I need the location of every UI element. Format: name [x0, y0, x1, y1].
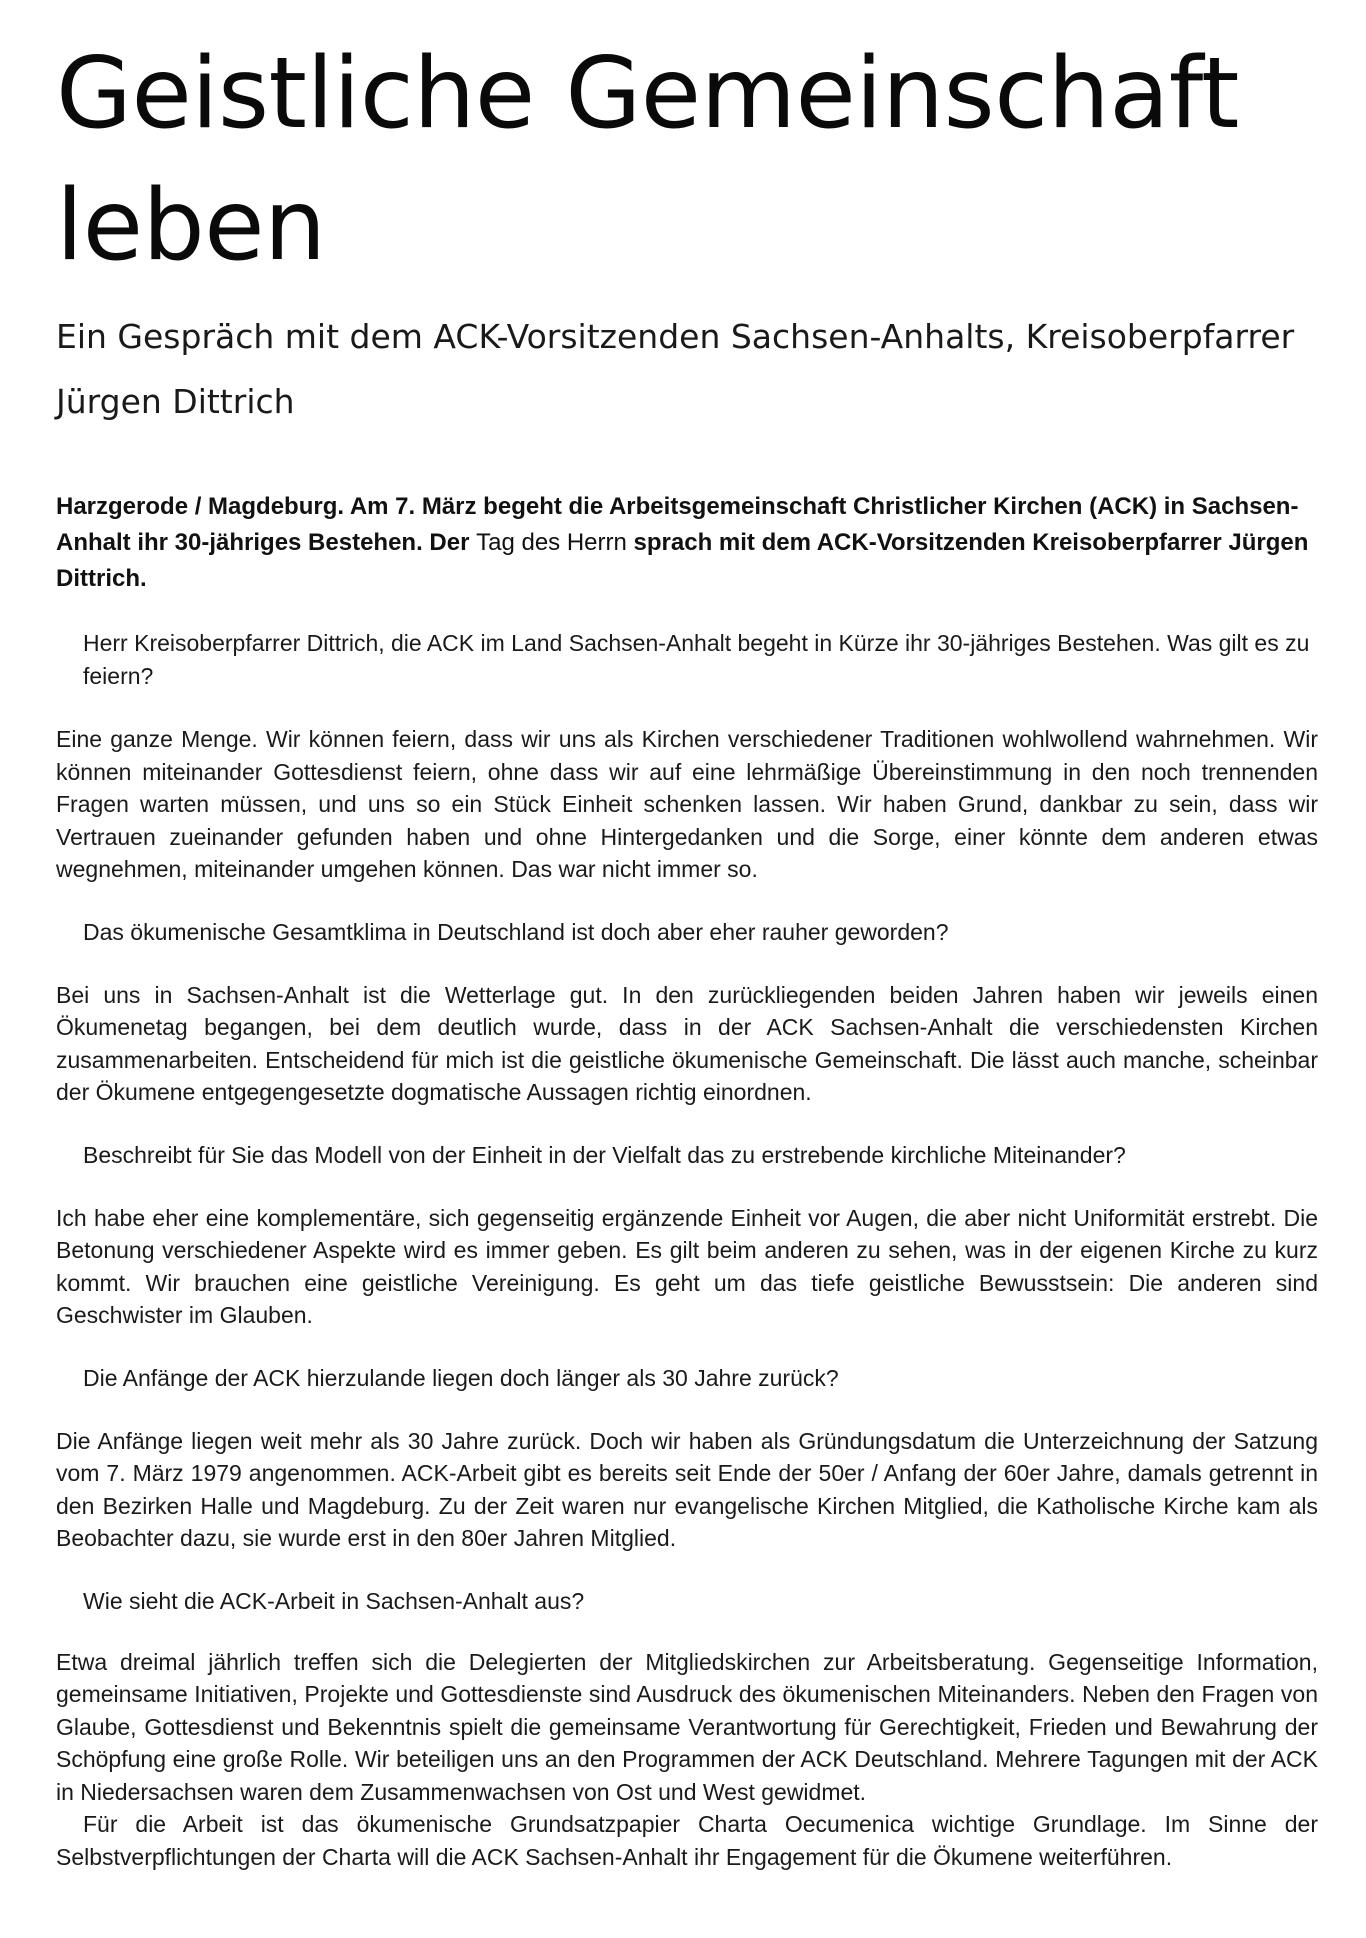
- interview-question-1: Herr Kreisoberpfarrer Dittrich, die ACK im Land Sachsen-Anhalt begeht in Kürze ihr 30-jähriges Bestehen. Was gilt es zu feiern?: [83, 630, 1310, 689]
- lead-publication-name: Tag des Herrn: [476, 529, 627, 556]
- interview-question-2: Das ökumenische Gesamtklima in Deutschland ist doch aber eher rauher geworden?: [83, 918, 949, 945]
- article-subtitle: Ein Gespräch mit dem ACK-Vorsitzenden Sachsen-Anhalts, Kreisoberpfarrer Jürgen Dittrich: [56, 317, 1295, 421]
- interview-answer-1: Eine ganze Menge. Wir können feiern, dass wir uns als Kirchen verschiedener Traditionen wohlwollend wahrnehmen. Wir können miteinander Gottesdienst feiern, ohne dass wir auf eine lehrmäßige Übereinstimmung in den noch trennenden Fragen warten müssen, und uns so ein Stück Einheit schenken lassen. Wir haben Grund, dankbar zu sein, dass wir Vertrauen zueinander gefunden haben und ohne Hintergedanken und die Sorge, einer könnte dem anderen etwas wegnehmen, miteinander umgehen können. Das war nicht immer so.: [56, 726, 1318, 882]
- article: [56, 0, 1318, 1873]
- interview-answer-2: Bei uns in Sachsen-Anhalt ist die Wetterlage gut. In den zurückliegenden beiden Jahren haben wir jeweils einen Ökumenetag begangen, bei dem deutlich wurde, dass in der ACK Sachsen-Anhalt die verschiedensten Kirchen zusammenarbeiten. Entscheidend für mich ist die geistliche ökumenische Gemeinschaft. Die lässt auch manche, scheinbar der Ökumene entgegengesetzte dogmatische Aussagen richtig einordnen.: [56, 981, 1318, 1105]
- interview-answer-3: Ich habe eher eine komplementäre, sich gegenseitig ergänzende Einheit vor Augen, die aber nicht Uniformität erstrebt. Die Betonung verschiedener Aspekte wird es immer geben. Es gilt beim anderen zu sehen, was in der eigenen Kirche zu kurz kommt. Wir brauchen eine geistliche Vereinigung. Es geht um das tiefe geistliche Bewusstsein: Die anderen sind Geschwister im Glauben.: [56, 1204, 1318, 1328]
- article-title: Geistliche Gemeinschaft leben: [56, 37, 1239, 283]
- interview-answer-5-continued: Für die Arbeit ist das ökumenische Grundsatzpapier Charta Oecumenica wichtige Grundlage. Im Sinne der Selbstverpflichtungen der Charta will die ACK Sachsen-Anhalt ihr Engagement für die Ökumene weiterführen.: [56, 1811, 1318, 1870]
- lead-part-3: sprach mit dem ACK-Vorsitzenden Kreisoberpfarrer Jürgen Dittrich.: [56, 529, 1309, 592]
- lead-part-1: Harzgerode / Magdeburg. Am 7. März begeht die Arbeitsgemeinschaft Christlicher Kirchen (ACK) in Sachsen-Anhalt ihr 30-jähriges Bestehen. Der: [56, 493, 1299, 556]
- interview-question-5: Wie sieht die ACK-Arbeit in Sachsen-Anhalt aus?: [83, 1587, 585, 1614]
- article-lead: [56, 489, 1318, 597]
- interview-answer-5: Etwa dreimal jährlich treffen sich die Delegierten der Mitgliedskirchen zur Arbeitsberatung. Gegenseitige Information, gemeinsame Initiativen, Projekte und Gottesdienste sind Ausdruck des ökumenischen Miteinanders. Neben den Fragen von Glaube, Gottesdienst und Bekenntnis spielt die gemeinsame Verantwortung für Gerechtigkeit, Frieden und Bewahrung der Schöpfung eine große Rolle. Wir beteiligen uns an den Programmen der ACK Deutschland. Mehrere Tagungen mit der ACK in Niedersachsen waren dem Zusammenwachsen von Ost und West gewidmet.: [56, 1648, 1318, 1805]
- interview-question-4: Die Anfänge der ACK hierzulande liegen doch länger als 30 Jahre zurück?: [83, 1364, 839, 1391]
- interview-question-3: Beschreibt für Sie das Modell von der Einheit in der Vielfalt das zu erstrebende kirchliche Miteinander?: [83, 1141, 1126, 1168]
- interview-answer-4: Die Anfänge liegen weit mehr als 30 Jahre zurück. Doch wir haben als Gründungsdatum die Unterzeichnung der Satzung vom 7. März 1979 angenommen. ACK-Arbeit gibt es bereits seit Ende der 50er / Anfang der 60er Jahre, damals getrennt in den Bezirken Halle und Magdeburg. Zu der Zeit waren nur evangelische Kirchen Mitglied, die Katholische Kirche kam als Beobachter dazu, sie wurde erst in den 80er Jahren Mitglied.: [56, 1427, 1318, 1551]
